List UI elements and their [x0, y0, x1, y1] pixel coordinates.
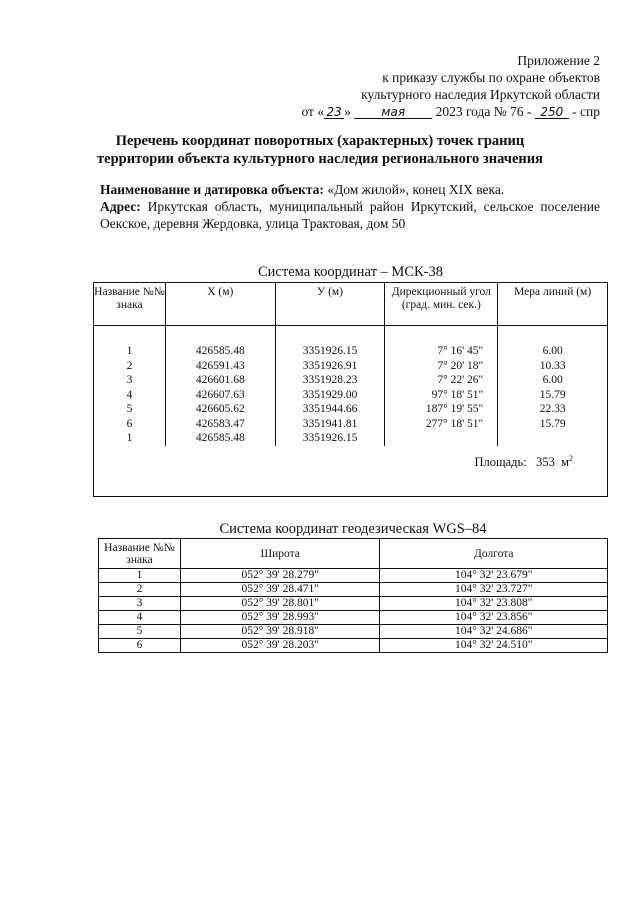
- wgs-table-row: [99, 639, 608, 653]
- msk-cell-x: 426583.47: [195, 417, 245, 430]
- appendix-order-line: к приказу службы по охране объектов: [382, 70, 600, 85]
- msk-cell-x: 426591.43: [195, 359, 245, 372]
- msk-cell-n: 6: [126, 417, 133, 430]
- wgs-cell-n: 3: [99, 597, 181, 611]
- msk-cell-len: 22.33: [539, 403, 566, 415]
- msk-header-x: X (м): [165, 283, 275, 326]
- msk-cell-len: 15.79: [539, 388, 566, 401]
- msk-cell-y: 3351926.15: [302, 432, 358, 444]
- msk-cell-angle: 187° 19' 55": [425, 403, 484, 415]
- msk-cell-angle: 277° 18' 51": [425, 417, 484, 430]
- msk-cell-y: 3351929.00: [302, 388, 358, 401]
- appendix-header: [301, 52, 600, 120]
- msk-cell-y: 3351926.91: [302, 359, 358, 372]
- msk-cell-y: 3351941.81: [302, 417, 358, 430]
- wgs-header-name: Название №№ знака: [99, 539, 181, 569]
- wgs-table-row: [99, 583, 608, 597]
- wgs-cell-n: 2: [99, 583, 181, 597]
- msk-cell-x: 426585.48: [195, 345, 245, 357]
- msk-area-row: [94, 446, 608, 497]
- date-prefix: от «: [301, 104, 325, 119]
- title-line-1: Перечень координат поворотных (характерных) точек границ: [115, 133, 525, 149]
- msk-header-angle: Дирекционный угол (град. мин. сек.): [385, 283, 498, 326]
- msk-cell-n: 5: [126, 403, 133, 415]
- msk-header-row: [94, 283, 608, 326]
- msk-cell-n: 1: [126, 432, 133, 444]
- msk-caption: Система координат – МСК-38: [257, 264, 443, 280]
- wgs-cell-lon: 104° 32' 23.808": [380, 597, 608, 611]
- appendix-authority-line: культурного наследия Иркутской области: [361, 87, 600, 102]
- msk-cell-n: 1: [126, 345, 133, 357]
- wgs-cell-n: 4: [99, 611, 181, 625]
- wgs-cell-n: 6: [99, 639, 181, 653]
- wgs-coordinates-table: [98, 538, 608, 653]
- object-name: [100, 181, 600, 198]
- appendix-title: Приложение 2: [517, 53, 600, 68]
- msk-cell-angle: 7° 20' 18": [437, 359, 484, 372]
- msk-cell-angle: 7° 22' 26": [437, 374, 484, 386]
- msk-cell-y: 3351944.66: [302, 403, 358, 415]
- msk-cell-len: 6.00: [542, 345, 563, 357]
- area-unit-power: 2: [569, 453, 573, 463]
- msk-col-length: [498, 326, 608, 446]
- msk-cell-n: 2: [126, 359, 133, 372]
- wgs-cell-n: 5: [99, 625, 181, 639]
- msk-cell-n: 3: [126, 374, 133, 386]
- wgs-cell-lat: 052° 39' 28.801": [180, 597, 380, 611]
- wgs-cell-lat: 052° 39' 28.471": [180, 583, 380, 597]
- msk-col-point-number: [94, 326, 166, 446]
- msk-cell-x: 426585.48: [195, 432, 245, 444]
- wgs-cell-lon: 104° 32' 24.510": [380, 639, 608, 653]
- title-line-2: территории объекта культурного наследия регионального значения: [97, 151, 543, 167]
- msk-header-name: Название №№ знака: [94, 283, 166, 326]
- msk-header-y: У (м): [275, 283, 385, 326]
- order-number-handwritten: 250: [535, 106, 569, 119]
- object-address: [100, 198, 600, 232]
- wgs-cell-lat: 052° 39' 28.279": [180, 569, 380, 583]
- wgs-header-lon: Долгота: [380, 539, 608, 569]
- wgs-header-lat: Широта: [180, 539, 380, 569]
- wgs-cell-lon: 104° 32' 23.856": [380, 611, 608, 625]
- wgs-cell-lat: 052° 39' 28.203": [180, 639, 380, 653]
- wgs-table-body: [99, 569, 608, 653]
- wgs-table-row: [99, 597, 608, 611]
- wgs-table-row: [99, 625, 608, 639]
- msk-body-row: [94, 326, 608, 446]
- wgs-table-row: [99, 569, 608, 583]
- msk-cell-len: 15.79: [539, 417, 566, 430]
- msk-header-length: Мера линий (м): [498, 283, 608, 326]
- wgs-cell-lat: 052° 39' 28.993": [180, 611, 380, 625]
- msk-cell-x: 426601.68: [195, 374, 245, 386]
- wgs-cell-n: 1: [99, 569, 181, 583]
- msk-cell-len: 6.00: [542, 374, 563, 386]
- object-address-label: Адрес:: [100, 199, 141, 214]
- msk-cell-x: 426607.63: [195, 388, 245, 401]
- object-address-value: Иркутская область, муниципальный район Иркутский, сельское поселение Оекское, деревня Жердовка, улица Трактовая, дом 50: [100, 199, 601, 231]
- area-value: 353: [536, 454, 555, 469]
- date-suffix: - спр: [572, 104, 600, 119]
- wgs-cell-lat: 052° 39' 28.918": [180, 625, 380, 639]
- msk-cell-y: 3351928.23: [302, 374, 358, 386]
- document-title: [80, 132, 560, 168]
- date-day-handwritten: 23: [324, 106, 344, 119]
- object-name-value: «Дом жилой», конец XIX века.: [327, 182, 505, 197]
- msk-col-x: [165, 326, 275, 446]
- wgs-table-row: [99, 611, 608, 625]
- msk-col-angle: [385, 326, 498, 446]
- date-month-handwritten: мая: [354, 106, 432, 119]
- msk-cell-angle: 7° 16' 45": [437, 345, 484, 357]
- msk-col-y: [275, 326, 385, 446]
- date-mid: »: [344, 104, 351, 119]
- date-year: 2023 года № 76 -: [435, 104, 532, 119]
- wgs-header-row: [99, 539, 608, 569]
- appendix-date-line: [301, 103, 600, 120]
- msk-coordinates-table: [93, 282, 608, 497]
- msk-cell-n: 4: [126, 388, 133, 401]
- wgs-caption: Система координат геодезическая WGS–84: [219, 521, 487, 537]
- wgs-cell-lon: 104° 32' 23.679": [380, 569, 608, 583]
- msk-cell-x: 426605.62: [195, 403, 245, 415]
- msk-cell-len: 10.33: [539, 359, 566, 372]
- wgs-cell-lon: 104° 32' 24.686": [380, 625, 608, 639]
- area-unit: м: [561, 454, 569, 469]
- msk-cell-angle: 97° 18' 51": [431, 388, 484, 401]
- object-name-label: Наименование и датировка объекта:: [100, 182, 324, 197]
- msk-area: [94, 446, 608, 497]
- area-label: Площадь:: [474, 454, 527, 469]
- msk-cell-y: 3351926.15: [302, 345, 358, 357]
- wgs-cell-lon: 104° 32' 23.727": [380, 583, 608, 597]
